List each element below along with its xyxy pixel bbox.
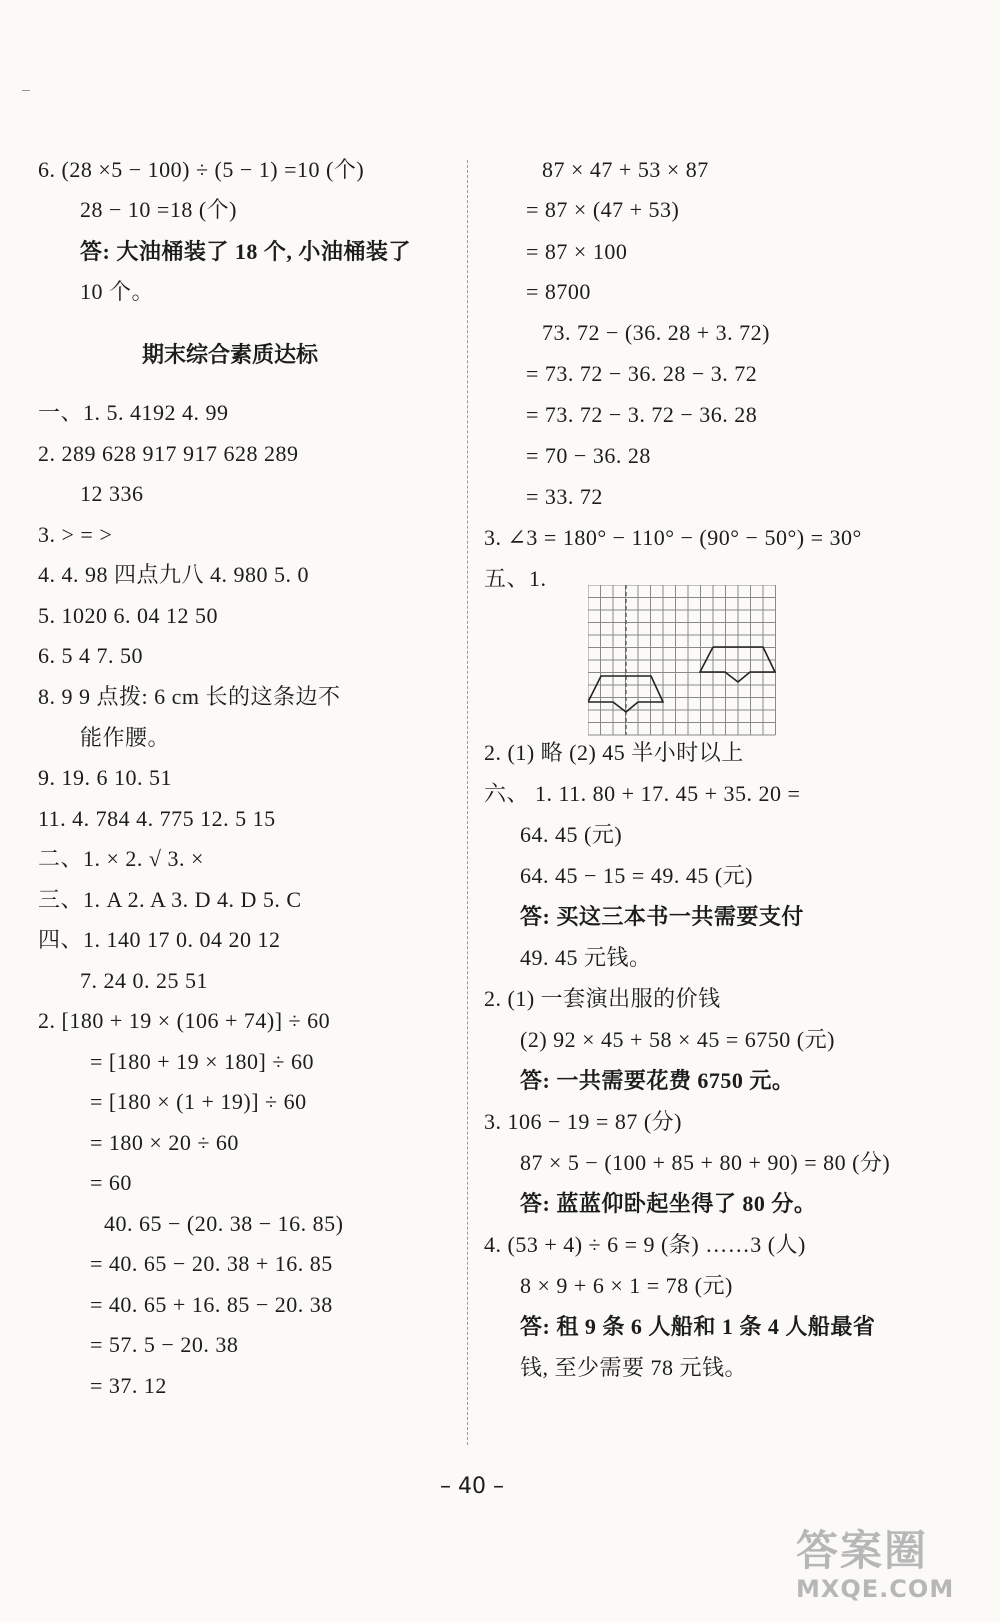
right-line-19: (2) 92 × 45 + 58 × 45 = 6750 (元) xyxy=(520,1027,835,1052)
left-line-2: 28 − 10 =18 (个) xyxy=(80,197,237,222)
right-line-2: = 87 × (47 + 53) xyxy=(526,197,680,222)
left-line-15: 11. 4. 784 4. 775 12. 5 15 xyxy=(38,806,276,831)
left-line-26: = 40. 65 − 20. 38 + 16. 85 xyxy=(90,1251,333,1276)
right-line-1: 87 × 47 + 53 × 87 xyxy=(542,157,709,182)
left-line-14: 9. 19. 6 10. 51 xyxy=(38,765,172,790)
left-line-29: = 37. 12 xyxy=(90,1373,167,1398)
right-line-10: 3. ∠3 = 180° − 110° − (90° − 50°) = 30° xyxy=(484,525,862,550)
left-line-3: 答: 大油桶装了 18 个, 小油桶装了 xyxy=(80,239,411,264)
left-line-9: 4. 4. 98 四点九八 4. 980 5. 0 xyxy=(38,562,310,587)
left-line-25: 40. 65 − (20. 38 − 16. 85) xyxy=(104,1211,344,1236)
left-line-1: 6. (28 ×5 − 100) ÷ (5 − 1) =10 (个) xyxy=(38,157,365,182)
left-line-17: 三、1. A 2. A 3. D 4. D 5. C xyxy=(38,887,302,912)
right-line-8: = 70 − 36. 28 xyxy=(526,443,651,468)
left-line-22: = [180 × (1 + 19)] ÷ 60 xyxy=(90,1089,307,1114)
right-line-17: 49. 45 元钱。 xyxy=(520,945,652,970)
left-line-20: 2. [180 + 19 × (106 + 74)] ÷ 60 xyxy=(38,1008,331,1033)
left-line-5: 一、1. 5. 4192 4. 99 xyxy=(38,400,229,425)
right-line-23: 答: 蓝蓝仰卧起坐得了 80 分。 xyxy=(520,1191,817,1216)
left-line-23: = 180 × 20 ÷ 60 xyxy=(90,1130,239,1155)
left-line-21: = [180 + 19 × 180] ÷ 60 xyxy=(90,1049,314,1074)
right-line-4: = 8700 xyxy=(526,279,591,304)
right-line-9: = 33. 72 xyxy=(526,484,603,509)
left-line-16: 二、1. × 2. √ 3. × xyxy=(38,846,204,871)
right-line-25: 8 × 9 + 6 × 1 = 78 (元) xyxy=(520,1273,733,1298)
right-line-14: 64. 45 (元) xyxy=(520,822,623,847)
left-line-6: 2. 289 628 917 917 628 289 xyxy=(38,441,299,466)
right-line-6: = 73. 72 − 36. 28 − 3. 72 xyxy=(526,361,758,386)
right-line-26: 答: 租 9 条 6 人船和 1 条 4 人船最省 xyxy=(520,1314,876,1339)
right-line-24: 4. (53 + 4) ÷ 6 = 9 (条) ……3 (人) xyxy=(484,1232,806,1257)
column-divider xyxy=(467,160,468,1445)
right-line-12: 2. (1) 略 (2) 45 半小时以上 xyxy=(484,740,744,765)
grid-svg xyxy=(588,585,784,737)
right-line-20: 答: 一共需要花费 6750 元。 xyxy=(520,1068,795,1093)
right-line-13: 六、 1. 11. 80 + 17. 45 + 35. 20 = xyxy=(484,781,801,806)
right-line-11: 五、1. xyxy=(484,566,547,591)
left-line-24: = 60 xyxy=(90,1170,132,1195)
watermark-url: MXQE.COM xyxy=(796,1575,955,1603)
section-heading: 期末综合素质达标 xyxy=(142,343,319,368)
watermark xyxy=(796,1528,986,1616)
left-line-27: = 40. 65 + 16. 85 − 20. 38 xyxy=(90,1292,333,1317)
right-line-5: 73. 72 − (36. 28 + 3. 72) xyxy=(542,320,770,345)
right-line-18: 2. (1) 一套演出服的价钱 xyxy=(484,986,721,1011)
right-line-15: 64. 45 − 15 = 49. 45 (元) xyxy=(520,863,753,888)
geometry-grid-figure xyxy=(588,585,784,741)
right-line-21: 3. 106 − 19 = 87 (分) xyxy=(484,1109,682,1134)
left-line-28: = 57. 5 − 20. 38 xyxy=(90,1332,239,1357)
left-line-18: 四、1. 140 17 0. 04 20 12 xyxy=(38,927,281,952)
watermark-logo: 答案圈 xyxy=(796,1526,929,1575)
left-line-11: 6. 5 4 7. 50 xyxy=(38,643,143,668)
left-line-4: 10 个。 xyxy=(80,279,155,304)
right-line-7: = 73. 72 − 3. 72 − 36. 28 xyxy=(526,402,758,427)
left-line-10: 5. 1020 6. 04 12 50 xyxy=(38,603,218,628)
left-line-19: 7. 24 0. 25 51 xyxy=(80,968,208,993)
corner-mark xyxy=(22,90,30,91)
left-line-8: 3. > = > xyxy=(38,522,113,547)
grid-lines xyxy=(588,585,776,735)
right-line-3: = 87 × 100 xyxy=(526,239,628,264)
right-line-27: 钱, 至少需要 78 元钱。 xyxy=(520,1355,748,1380)
left-line-12: 8. 9 9 点拨: 6 cm 长的这条边不 xyxy=(38,684,341,709)
right-line-22: 87 × 5 − (100 + 85 + 80 + 90) = 80 (分) xyxy=(520,1150,891,1175)
left-line-13: 能作腰。 xyxy=(80,725,171,750)
right-line-16: 答: 买这三本书一共需要支付 xyxy=(520,904,804,929)
page-number: – 40 – xyxy=(440,1474,504,1499)
left-line-7: 12 336 xyxy=(80,481,144,506)
